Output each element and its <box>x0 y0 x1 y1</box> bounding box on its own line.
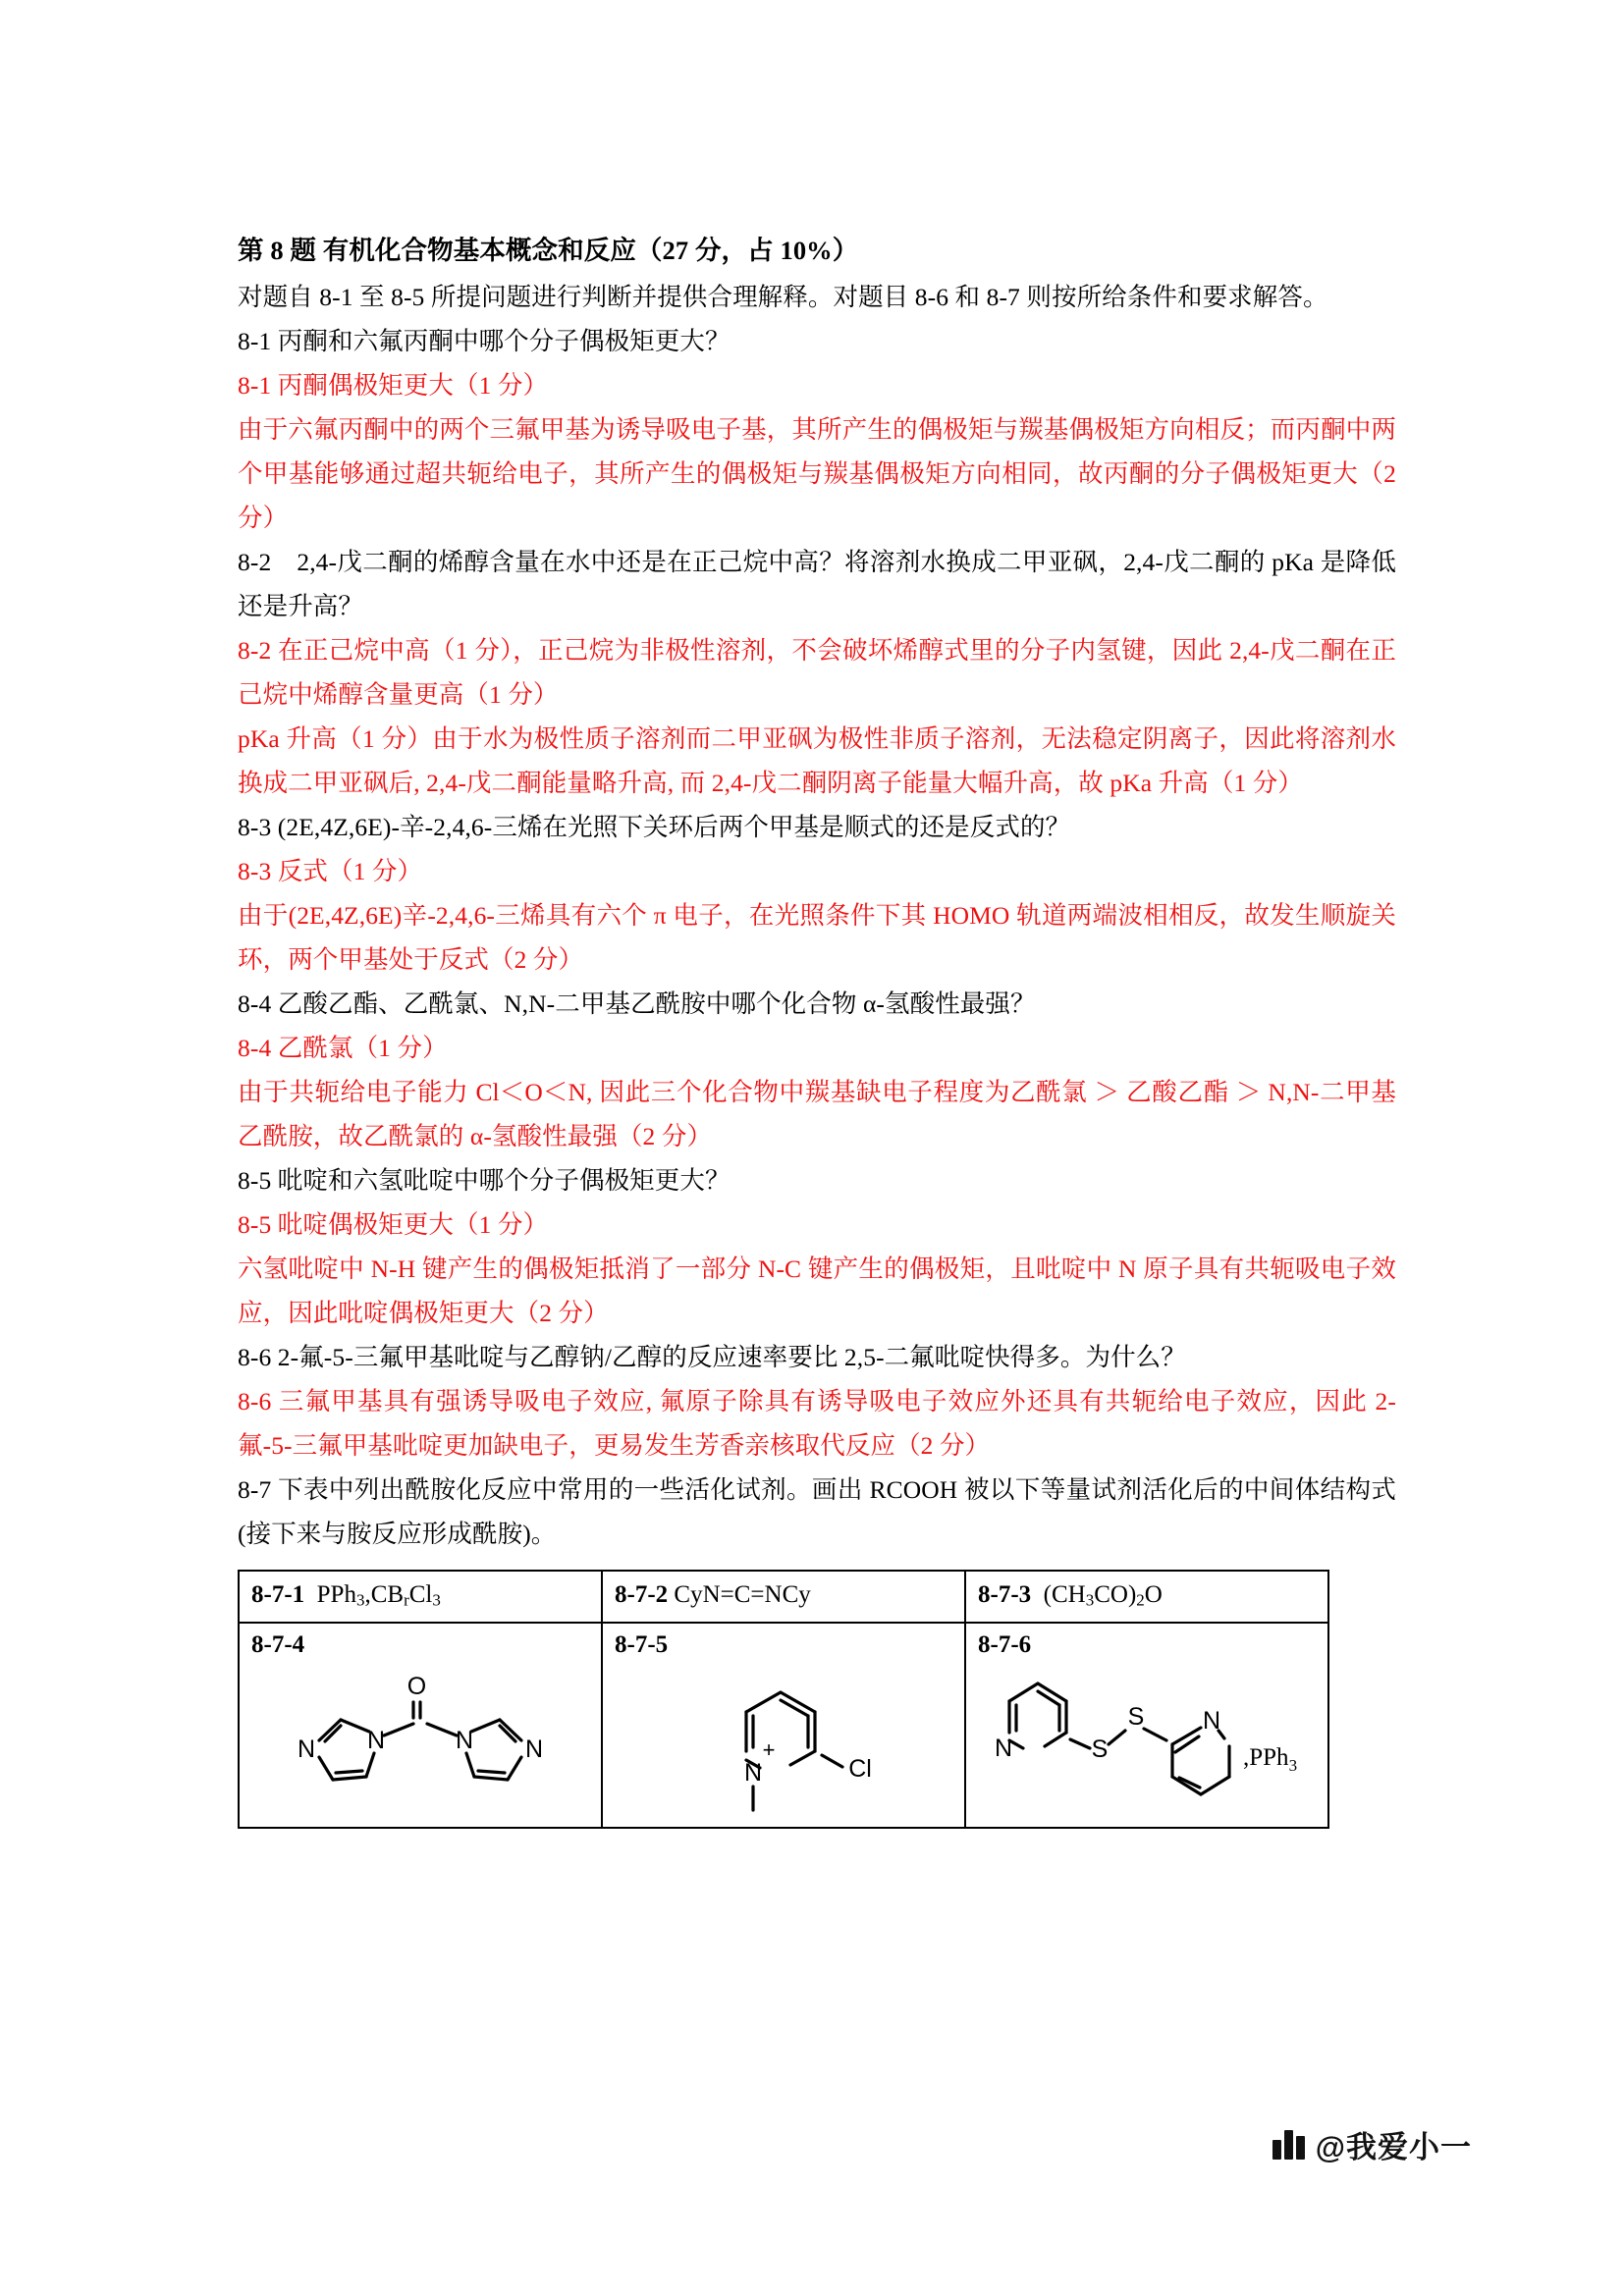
table-cell-8-7-5 <box>602 1623 965 1828</box>
logo-bar <box>1284 2130 1293 2160</box>
answer-8-4-short: 8-4 乙酰氯（1 分） <box>238 1034 448 1062</box>
table-row <box>239 1571 1328 1623</box>
table-cell-8-7-4 <box>239 1623 602 1828</box>
answer-8-2-explanation: pKa 升高（1 分）由于水为极性质子溶剂而二甲亚砜为极性非质子溶剂，无法稳定阴离子，因此将溶剂水换成二甲亚砜后, 2,4-戊二酮能量略升高, 而 2,4-戊二酮阴离子能量大幅升高，故 pKa 升高（1 分） <box>238 724 1396 797</box>
answer-8-1-short: 8-1 丙酮偶极矩更大（1 分） <box>238 371 549 400</box>
structure-dipyridyl-disulfide <box>966 1657 1327 1825</box>
question-8-6: 8-6 2-氟-5-三氟甲基吡啶与乙醇钠/乙醇的反应速率要比 2,5-二氟吡啶快得多。为什么？ <box>238 1343 1186 1371</box>
atom-label-N: N <box>994 1735 1013 1763</box>
cell-label: 8-7-6 <box>978 1630 1032 1658</box>
table-cell-8-7-1 <box>239 1571 602 1623</box>
logo-bar <box>1272 2140 1281 2160</box>
watermark <box>1272 2122 1472 2166</box>
answer-8-4-explanation: 由于共轭给电子能力 Cl＜O＜N, 因此三个化合物中羰基缺电子程度为乙酰氯 ＞ 乙酸乙酯 ＞ N,N-二甲基乙酰胺，故乙酰氯的 α-氢酸性最强（2 分） <box>238 1078 1396 1150</box>
structure-chloro-methylpyridinium <box>603 1657 964 1825</box>
atom-label-N: N <box>524 1735 544 1764</box>
atom-label-S: S <box>1127 1703 1145 1732</box>
atom-label-N: N <box>743 1759 763 1788</box>
atom-label-O: O <box>406 1673 427 1701</box>
atom-label-N: N <box>297 1735 316 1764</box>
table-cell-8-7-2 <box>602 1571 965 1623</box>
question-8-5: 8-5 吡啶和六氢吡啶中哪个分子偶极矩更大？ <box>238 1166 731 1195</box>
charge-plus: + <box>762 1737 776 1763</box>
table-row <box>239 1623 1328 1828</box>
cell-label: 8-7-1 <box>251 1581 305 1608</box>
cell-label: 8-7-3 <box>978 1581 1032 1608</box>
question-8-1: 8-1 丙酮和六氟丙酮中哪个分子偶极矩更大？ <box>238 327 731 355</box>
question-8-3: 8-3 (2E,4Z,6E)-辛-2,4,6-三烯在光照下关环后两个甲基是顺式的还是反式的？ <box>238 813 1071 841</box>
watermark-text: @我爱小一 <box>1315 2130 1472 2164</box>
answer-8-6: 8-6 三氟甲基具有强诱导吸电子效应, 氟原子除具有诱导吸电子效应外还具有共轭给电子效应，因此 2-氟-5-三氟甲基吡啶更加缺电子，更易发生芳香亲核取代反应（2 分） <box>238 1387 1396 1460</box>
page-title: 第 8 题 有机化合物基本概念和反应（27 分，占 10%） <box>238 236 859 265</box>
table-cell-8-7-3 <box>965 1571 1328 1623</box>
answer-8-2-short: 8-2 在正己烷中高（1 分），正己烷为非极性溶剂，不会破坏烯醇式里的分子内氢键，因此 2,4-戊二酮在正己烷中烯醇含量更高（1 分） <box>238 636 1396 709</box>
question-8-2: 8-2 2,4-戊二酮的烯醇含量在水中还是在正己烷中高？将溶剂水换成二甲亚砜，2,4-戊二酮的 pKa 是降低还是升高？ <box>238 548 1396 620</box>
atom-label-N: N <box>1202 1707 1221 1735</box>
cell-label: 8-7-5 <box>615 1630 669 1658</box>
cell-formula: $PPh_3,CB_rCl_3$ <box>310 1581 441 1610</box>
cell-label: 8-7-2 <box>615 1581 669 1608</box>
answer-8-3-explanation: 由于(2E,4Z,6E)辛-2,4,6-三烯具有六个 π 电子，在光照条件下其 HOMO 轨道两端波相相反，故发生顺旋关环，两个甲基处于反式（2 分） <box>238 901 1396 974</box>
reagent-table <box>238 1570 1329 1829</box>
atom-label-N: N <box>366 1727 386 1755</box>
answer-8-5-short: 8-5 吡啶偶极矩更大（1 分） <box>238 1210 549 1239</box>
cell-formula: CyN=C=NCy <box>674 1581 811 1608</box>
cell-label: 8-7-4 <box>251 1630 305 1658</box>
question-8-4: 8-4 乙酸乙酯、乙酰氯、N,N-二甲基乙酰胺中哪个化合物 α-氢酸性最强？ <box>238 989 1036 1018</box>
answer-8-5-explanation: 六氢吡啶中 N-H 键产生的偶极矩抵消了一部分 N-C 键产生的偶极矩，且吡啶中 N 原子具有共轭吸电子效应，因此吡啶偶极矩更大（2 分） <box>238 1255 1396 1327</box>
answer-8-3-short: 8-3 反式（1 分） <box>238 857 423 885</box>
document-content <box>238 228 1396 1829</box>
atom-label-S: S <box>1091 1735 1109 1764</box>
answer-8-1-explanation: 由于六氟丙酮中的两个三氟甲基为诱导吸电子基，其所产生的偶极矩与羰基偶极矩方向相反；而丙酮中两个甲基能够通过超共轭给电子，其所产生的偶极矩与羰基偶极矩方向相同，故丙酮的分子偶极矩更大（2 分） <box>238 415 1396 532</box>
structure-trailing-formula: ,PPh$_3$ <box>1243 1744 1298 1776</box>
table-cell-8-7-6 <box>965 1623 1328 1828</box>
toutiao-logo-icon <box>1272 2130 1305 2160</box>
atom-label-N: N <box>455 1727 474 1755</box>
structure-carbonyldiimidazole <box>240 1657 601 1825</box>
intro-paragraph: 对题自 8-1 至 8-5 所提问题进行判断并提供合理解释。对题目 8-6 和 8-7 则按所给条件和要求解答。 <box>238 283 1328 311</box>
logo-bar <box>1296 2136 1305 2160</box>
cell-formula: $(CH_3CO)_2O$ <box>1037 1581 1163 1610</box>
question-8-7: 8-7 下表中列出酰胺化反应中常用的一些活化试剂。画出 RCOOH 被以下等量试剂活化后的中间体结构式(接下来与胺反应形成酰胺)。 <box>238 1475 1396 1548</box>
atom-label-Cl: Cl <box>848 1755 872 1784</box>
